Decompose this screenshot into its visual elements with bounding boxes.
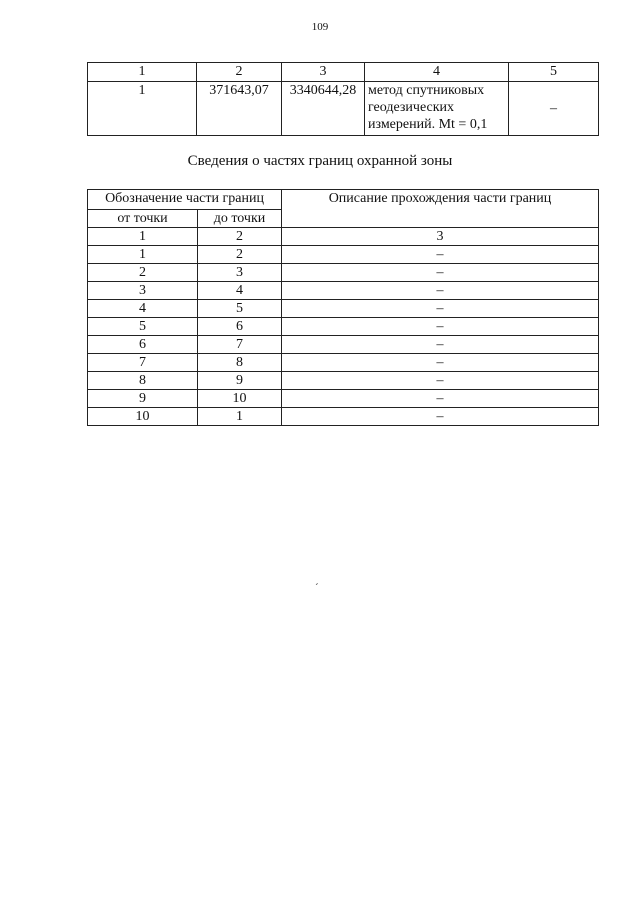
parts-header-row-1: [88, 190, 599, 210]
part-description: –: [282, 372, 599, 390]
to-point: 3: [198, 264, 282, 282]
method-line-1: метод спутниковых: [368, 83, 485, 98]
from-point: 7: [88, 354, 198, 372]
col-header-3: 3: [282, 63, 365, 82]
header-description: Описание прохождения части границ: [282, 190, 599, 228]
to-point: 9: [198, 372, 282, 390]
method-line-2: геодезических: [368, 100, 455, 115]
from-point: 8: [88, 372, 198, 390]
to-point: 10: [198, 390, 282, 408]
to-point: 8: [198, 354, 282, 372]
table-row: [88, 264, 599, 282]
to-point: 2: [198, 246, 282, 264]
table-row: [88, 408, 599, 426]
page-number: 109: [311, 21, 329, 33]
table-row: [88, 372, 599, 390]
to-point: 7: [198, 336, 282, 354]
from-point: 4: [88, 300, 198, 318]
to-point: 6: [198, 318, 282, 336]
part-description: –: [282, 318, 599, 336]
part-description: –: [282, 246, 599, 264]
part-description: –: [282, 264, 599, 282]
table-row: [88, 390, 599, 408]
from-point: 9: [88, 390, 198, 408]
coord-x: 371643,07: [197, 82, 282, 136]
to-point: 1: [198, 408, 282, 426]
col-header-4: 4: [365, 63, 509, 82]
coordinates-header-row: [88, 63, 599, 82]
header-to-point: до точки: [198, 210, 282, 228]
header-group: Обозначение части границ: [88, 190, 282, 210]
table-row: [88, 354, 599, 372]
point-description: –: [509, 82, 599, 136]
table-row: [88, 318, 599, 336]
from-point: 6: [88, 336, 198, 354]
method-line-3: измерений. Mt = 0,1: [368, 117, 488, 132]
from-point: 2: [88, 264, 198, 282]
table-row: [88, 336, 599, 354]
method-cell: [365, 82, 509, 136]
coordinates-data-row: [88, 82, 599, 136]
col-header-5: 5: [509, 63, 599, 82]
from-point: 5: [88, 318, 198, 336]
numbering-1: 1: [88, 228, 198, 246]
from-point: 10: [88, 408, 198, 426]
boundary-parts-table: [87, 189, 599, 426]
from-point: 3: [88, 282, 198, 300]
part-description: –: [282, 354, 599, 372]
coord-y: 3340644,28: [282, 82, 365, 136]
col-header-1: 1: [88, 63, 197, 82]
part-description: –: [282, 390, 599, 408]
header-from-point: от точки: [88, 210, 198, 228]
from-point: 1: [88, 246, 198, 264]
coordinates-table: [87, 62, 599, 136]
table-row: [88, 300, 599, 318]
section-title: Сведения о частях границ охранной зоны: [187, 153, 453, 169]
part-description: –: [282, 408, 599, 426]
table-row: [88, 282, 599, 300]
numbering-2: 2: [198, 228, 282, 246]
point-number: 1: [88, 82, 197, 136]
part-description: –: [282, 300, 599, 318]
parts-numbering-row: [88, 228, 599, 246]
numbering-3: 3: [282, 228, 599, 246]
table-row: [88, 246, 599, 264]
to-point: 4: [198, 282, 282, 300]
part-description: –: [282, 282, 599, 300]
stray-mark: ˊ: [315, 582, 319, 594]
part-description: –: [282, 336, 599, 354]
to-point: 5: [198, 300, 282, 318]
col-header-2: 2: [197, 63, 282, 82]
